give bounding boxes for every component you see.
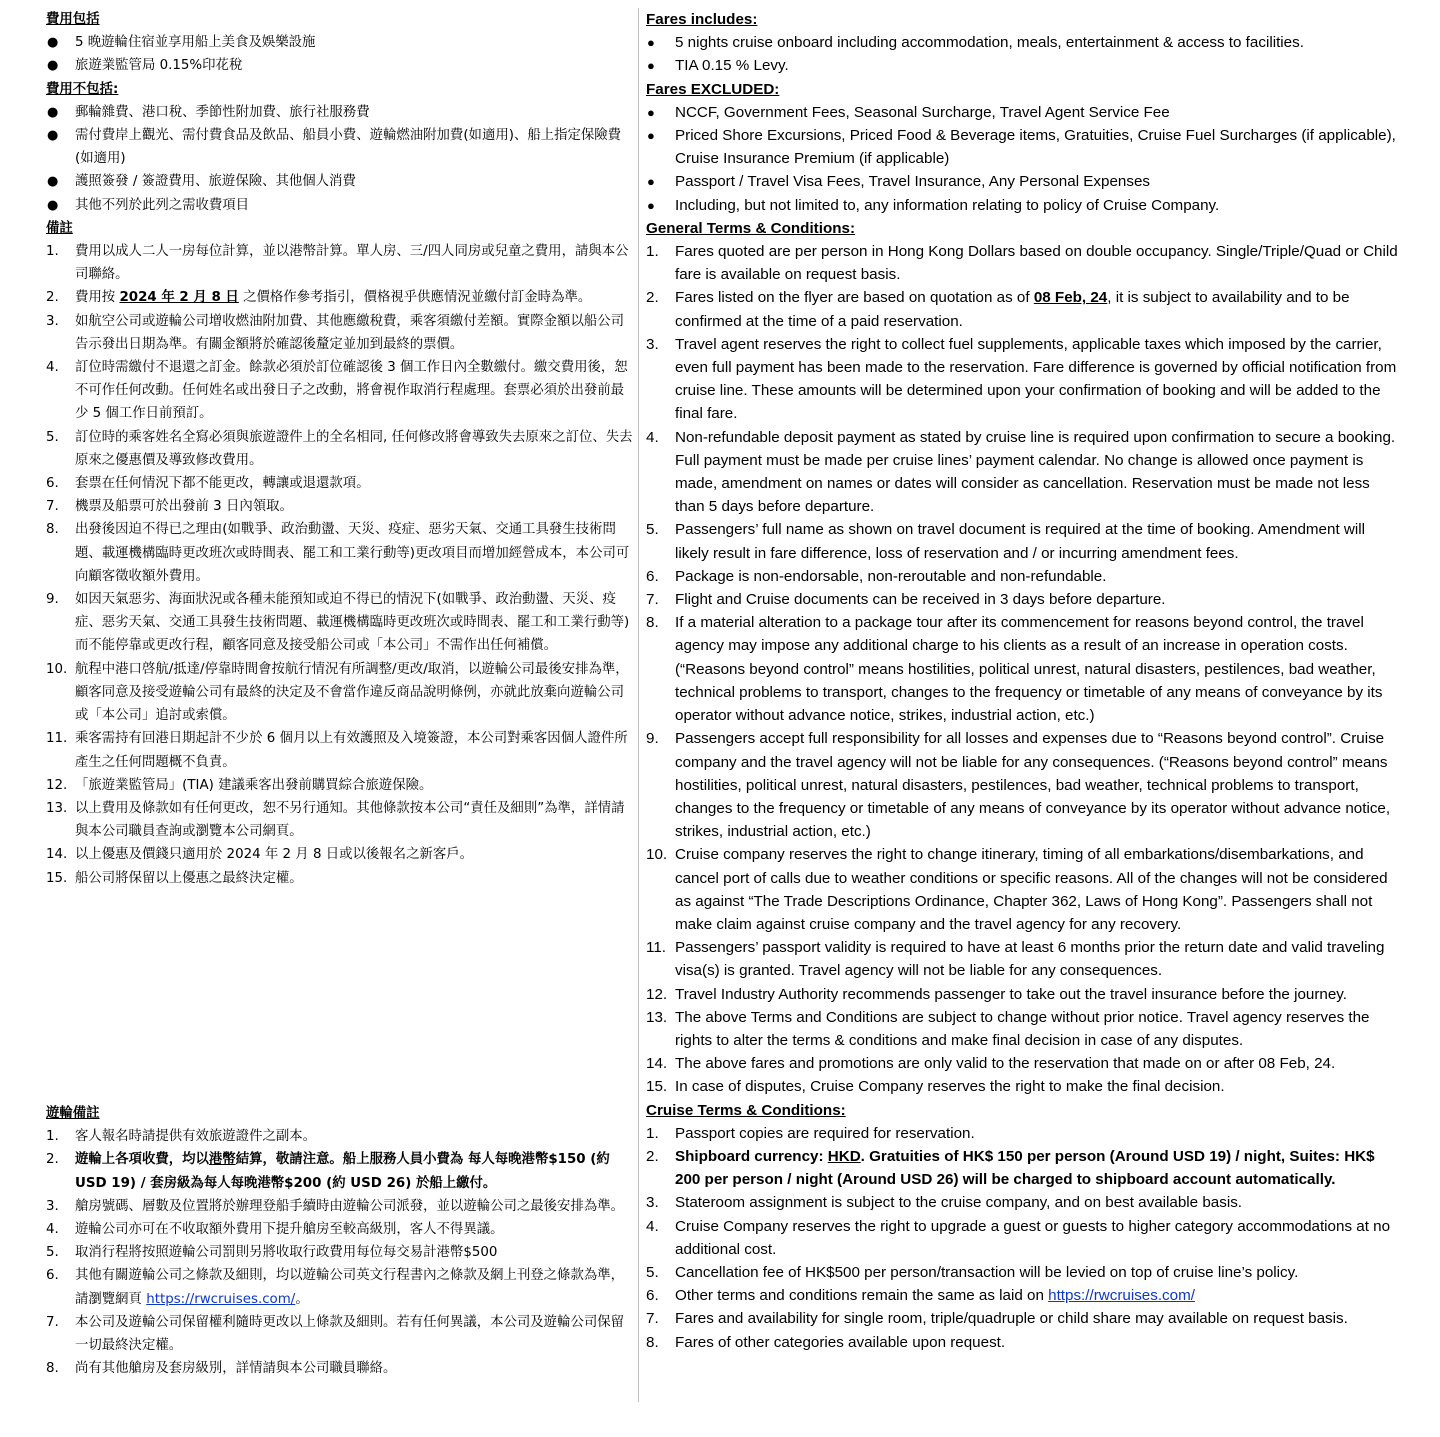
list-item: 8. 出發後因迫不得已之理由(如戰爭、政治動盪、天災、疫症、惡劣天氣、交通工具發生技術問題、載運機構臨時更改班次或時間表、罷工和工業行動等)更改項目而增加經營成本，本公司可向顧客徵收額外費用。	[46, 522, 630, 584]
list-item: 9. Passengers accept full responsibility for all losses and expenses due to “Reasons beyond control”. Cruise company and the travel agency will not be liable for any consequences. (“Reasons beyond control” means hostilities, political unrest, natural disasters, pestilences, bad weather, technical problems to transport, changes to the frequency or timetable of any means of conveyance by its operator without advance notice, strikes, industrial action, etc.)	[646, 730, 1391, 841]
en-included-list	[646, 31, 1402, 77]
zh-remarks-list	[46, 240, 634, 890]
list-item: ● 郵輪雜費、港口稅、季節性附加費、旅行社服務費	[46, 101, 634, 124]
list-item: 14. 以上優惠及價錢只適用於 2024 年 2 月 8 日或以後報名之新客戶。	[46, 847, 474, 863]
list-item: 6. 套票在任何情況下都不能更改，轉讓或退還款項。	[46, 476, 370, 492]
list-item: 5. Passengers’ full name as shown on travel document is required at the time of booking. Amendment will likely result in fare difference, loss of reservation and / or incurring amendment fees.	[646, 521, 1365, 562]
bullet-icon: ●	[647, 104, 655, 120]
list-item: 1. 費用以成人二人一房每位計算，並以港幣計算。單人房、三/四人同房或兒童之費用，請與本公司聯絡。	[46, 244, 629, 283]
zh-remarks-heading: 備註	[46, 220, 73, 236]
list-item: 12. 「旅遊業監管局」(TIA) 建議乘客出發前購買綜合旅遊保險。	[46, 777, 433, 793]
en-terms-list	[646, 240, 1402, 1099]
list-item: 2. 遊輪上各項收費，均以港幣結算，敬請注意。船上服務人員小費為 每人每晚港幣$150 (約 USD 19) / 套房級為每人每晚港幣$200 (約 USD 26) 於船上繳付。	[46, 1152, 610, 1191]
zh-included-list	[46, 31, 634, 77]
list-item: 8. 尚有其他艙房及套房級別，詳情請與本公司職員聯絡。	[46, 1361, 397, 1377]
bullet-icon: ●	[647, 35, 655, 51]
list-item: ● 旅遊業監管局 0.15%印花稅	[46, 54, 634, 77]
list-item: 7. Fares and availability for single room, triple/quadruple or child share may available on request basis.	[646, 1310, 1348, 1328]
list-item: 13. The above Terms and Conditions are subject to change without prior notice. Travel agency reserves the rights to alter the terms & conditions and make final decision in case of any disputes.	[646, 1008, 1370, 1049]
bullet-icon: ●	[47, 104, 59, 120]
list-item: 2. Fares listed on the flyer are based on quotation as of 08 Feb, 24, it is subject to availability and to be confirmed at the time of a paid reservation.	[646, 289, 1350, 330]
list-item: ● 5 nights cruise onboard including accommodation, meals, entertainment & access to facilities.	[646, 31, 1402, 54]
list-item: ● Including, but not limited to, any information relating to policy of Cruise Company.	[646, 194, 1402, 217]
reference-date: 08 Feb, 24	[1033, 289, 1108, 307]
list-item: 1. 客人報名時請提供有效旅遊證件之副本。	[46, 1129, 317, 1145]
list-item: 8. Fares of other categories available upon request.	[646, 1333, 1006, 1351]
list-item: 12. Travel Industry Authority recommends passenger to take out the travel insurance before the journey.	[646, 985, 1347, 1003]
list-item: ● 其他不列於此列之需收費項目	[46, 194, 634, 217]
list-item: 7. Flight and Cruise documents can be received in 3 days before departure.	[646, 591, 1166, 609]
list-item: 9. 如因天氣惡劣、海面狀況或各種未能預知或迫不得已的情況下(如戰爭、政治動盪、天災、疫症、惡劣天氣、交通工具發生技術問題、載運機構臨時更改班次或時間表、罷工和工業行動等)而不能停靠或更改行程，顧客同意及接受船公司或「本公司」不需作出任何補償。	[46, 592, 630, 654]
list-item: 1. Passport copies are required for reservation.	[646, 1124, 975, 1142]
list-item: 15. 船公司將保留以上優惠之最終決定權。	[46, 870, 303, 886]
zh-included-heading: 費用包括	[46, 12, 100, 27]
list-item: ● 護照簽發 / 簽證費用、旅遊保險、其他個人消費	[46, 170, 634, 193]
reference-date: 2024 年 2 月 8 日	[119, 290, 239, 306]
list-item: 3. Stateroom assignment is subject to the cruise company, and on best available basis.	[646, 1194, 1243, 1212]
list-item: 4. Cruise Company reserves the right to upgrade a guest or guests to higher category accommodations at no additional cost.	[646, 1217, 1391, 1258]
bullet-icon: ●	[47, 174, 59, 190]
en-cruise-list	[646, 1122, 1402, 1354]
list-item: 5. 訂位時的乘客姓名全寫必須與旅遊證件上的全名相同, 任何修改將會導致失去原來之訂位、失去原來之優惠價及導致修改費用。	[46, 429, 633, 468]
list-item: ● Passport / Travel Visa Fees, Travel Insurance, Any Personal Expenses	[646, 170, 1402, 193]
column-divider	[638, 8, 639, 1402]
list-item: 3. 如航空公司或遊輪公司增收燃油附加費、其他應繳稅費，乘客須繳付差額。實際金額以船公司告示發出日期為準。有關金額將於確認後釐定並加到最終的票價。	[46, 313, 625, 352]
list-item: ● 5 晚遊輪住宿並享用船上美食及娛樂設施	[46, 31, 634, 54]
list-item: 4. Non-refundable deposit payment as stated by cruise line is required upon confirmation to secure a booking. Full payment must be made per cruise lines’ payment calendar. No change is allowed once payment is made, amendment on names or dates will consider as cancellation. Reservation must be made not less than 5 days before departure.	[646, 428, 1396, 516]
list-item: 4. 遊輪公司亦可在不收取額外費用下提升艙房至較高級別，客人不得異議。	[46, 1222, 504, 1238]
en-cruise-heading: Cruise Terms & Conditions:	[646, 1101, 846, 1119]
list-item: 11. Passengers’ passport validity is required to have at least 6 months prior the return date and valid traveling visa(s) is granted. Travel agency will not be liable for any consequences.	[646, 939, 1385, 980]
bullet-icon: ●	[47, 35, 59, 51]
zh-excluded-heading: 費用不包括:	[46, 81, 119, 97]
bullet-icon: ●	[47, 197, 59, 213]
list-item: 11. 乘客需持有回港日期起計不少於 6 個月以上有效護照及入境簽證，本公司對乘客因個人證件所產生之任何問題概不負責。	[46, 731, 628, 770]
list-item: ● NCCF, Government Fees, Seasonal Surcharge, Travel Agent Service Fee	[646, 101, 1402, 124]
en-included-heading: Fares includes:	[646, 11, 758, 28]
zh-cruise-heading: 遊輪備註	[46, 1106, 100, 1121]
list-item: ● Priced Shore Excursions, Priced Food & Beverage items, Gratuities, Cruise Fuel Surcharges (if applicable), Cruise Insurance Premium (if applicable)	[646, 124, 1402, 170]
rwcruises-link[interactable]: https://rwcruises.com/	[146, 1291, 296, 1307]
list-item: 7. 機票及船票可於出發前 3 日內領取。	[46, 499, 293, 515]
list-item: ● TIA 0.15 % Levy.	[646, 54, 1402, 77]
rwcruises-link[interactable]: https://rwcruises.com/	[1048, 1287, 1195, 1305]
list-item: 10. 航程中港口啓航/抵達/停靠時間會按航行情況有所調整/更改/取消，以遊輪公司最後安排為準，顧客同意及接受遊輪公司有最終的決定及不會當作違反商品說明條例，亦就此放棄向遊輪公司或「本公司」追討或索償。	[46, 661, 629, 724]
list-item: ● 需付費岸上觀光、需付費食品及飲品、船員小費、遊輪燃油附加費(如適用)、船上指定保險費(如適用)	[46, 124, 634, 170]
zh-cruise-list	[46, 1125, 634, 1380]
bullet-icon: ●	[647, 174, 655, 190]
bullet-icon: ●	[647, 58, 655, 74]
list-item: 14. The above fares and promotions are only valid to the reservation that made on or after 08 Feb, 24.	[646, 1055, 1336, 1073]
en-terms-heading: General Terms & Conditions:	[646, 219, 855, 237]
en-excluded-heading: Fares EXCLUDED:	[646, 80, 780, 98]
list-item: 3. 艙房號碼、層數及位置將於辦理登船手續時由遊輪公司派發，並以遊輪公司之最後安排為準。	[46, 1198, 625, 1214]
list-item: 6. 其他有關遊輪公司之條款及細則，均以遊輪公司英文行程書內之條款及網上刊登之條款為準，請瀏覽網頁 https://rwcruises.com/。	[46, 1268, 625, 1307]
list-item: 6. Other terms and conditions remain the same as laid on https://rwcruises.com/	[646, 1287, 1195, 1305]
list-item: 2. 費用按 2024 年 2 月 8 日 之價格作參考指引，價格視乎供應情況並繳付訂金時為準。	[46, 290, 592, 306]
list-item: 4. 訂位時需繳付不退還之訂金。餘款必須於訂位確認後 3 個工作日內全數繳付。繳交費用後，恕不可作任何改動。任何姓名或出發日子之改動，將會視作取消行程處理。套票必須於出發前最少 5 個工作日前預訂。	[46, 360, 628, 422]
zh-cruise-section	[46, 1102, 634, 1380]
en-excluded-list	[646, 101, 1402, 217]
list-item: 6. Package is non-endorsable, non-reroutable and non-refundable.	[646, 567, 1107, 585]
bullet-icon: ●	[647, 197, 655, 213]
list-item: 3. Travel agent reserves the right to collect fuel supplements, applicable taxes which imposed by the carrier, even full payment has been made to the reservation. Fare difference is governed by official notification from cruise line. These amounts will be determined upon your confirmation of booking and will be added to the final fare.	[646, 335, 1397, 423]
bullet-icon: ●	[47, 128, 59, 144]
zh-excluded-list	[46, 101, 634, 217]
list-item: 2. Shipboard currency: HKD. Gratuities of HK$ 150 per person (Around USD 19) / night, Suites: HK$ 200 per person / night (Around USD 26) will be charged to shipboard account automatically.	[646, 1147, 1375, 1189]
list-item: 13. 以上費用及條款如有任何更改，恕不另行通知。其他條款按本公司“責任及細則”為準，詳情請與本公司職員查詢或瀏覽本公司網頁。	[46, 800, 625, 840]
bullet-icon: ●	[47, 58, 59, 74]
bullet-icon: ●	[647, 128, 655, 144]
list-item: 10. Cruise company reserves the right to change itinerary, timing of all embarkations/disembarkations, and cancel port of calls due to weather conditions or specific reasons. All of the changes will not be considered as against “The Trade Descriptions Ordinance, Chapter 362, Laws of Hong Kong”. Passengers shall not make claim against cruise company and the travel agency for any recovery.	[646, 846, 1388, 933]
english-column	[646, 8, 1402, 1403]
list-item: 7. 本公司及遊輪公司保留權利隨時更改以上條款及細則。若有任何異議，本公司及遊輪公司保留一切最終決定權。	[46, 1314, 625, 1354]
chinese-column	[46, 8, 634, 1403]
list-item: 5. 取消行程將按照遊輪公司罰則另將收取行政費用每位每交易計港幣$500	[46, 1245, 498, 1261]
list-item: 1. Fares quoted are per person in Hong Kong Dollars based on double occupancy. Single/Triple/Quad or Child fare is available on request basis.	[646, 243, 1398, 284]
list-item: 5. Cancellation fee of HK$500 per person/transaction will be levied on top of cruise line’s policy.	[646, 1263, 1299, 1281]
list-item: 15. In case of disputes, Cruise Company reserves the right to make the final decision.	[646, 1078, 1225, 1096]
list-item: 8. If a material alteration to a package tour after its commencement for reasons beyond control, the travel agency may impose any additional charge to his clients as a result of an increase in operation costs. (“Reasons beyond control” means hostilities, political unrest, natural disasters, pestilences, bad weather, technical problems to transport, changes to the frequency or timetable of any means of conveyance by its operator without advance notice, strikes, industrial action, etc.)	[646, 614, 1383, 725]
